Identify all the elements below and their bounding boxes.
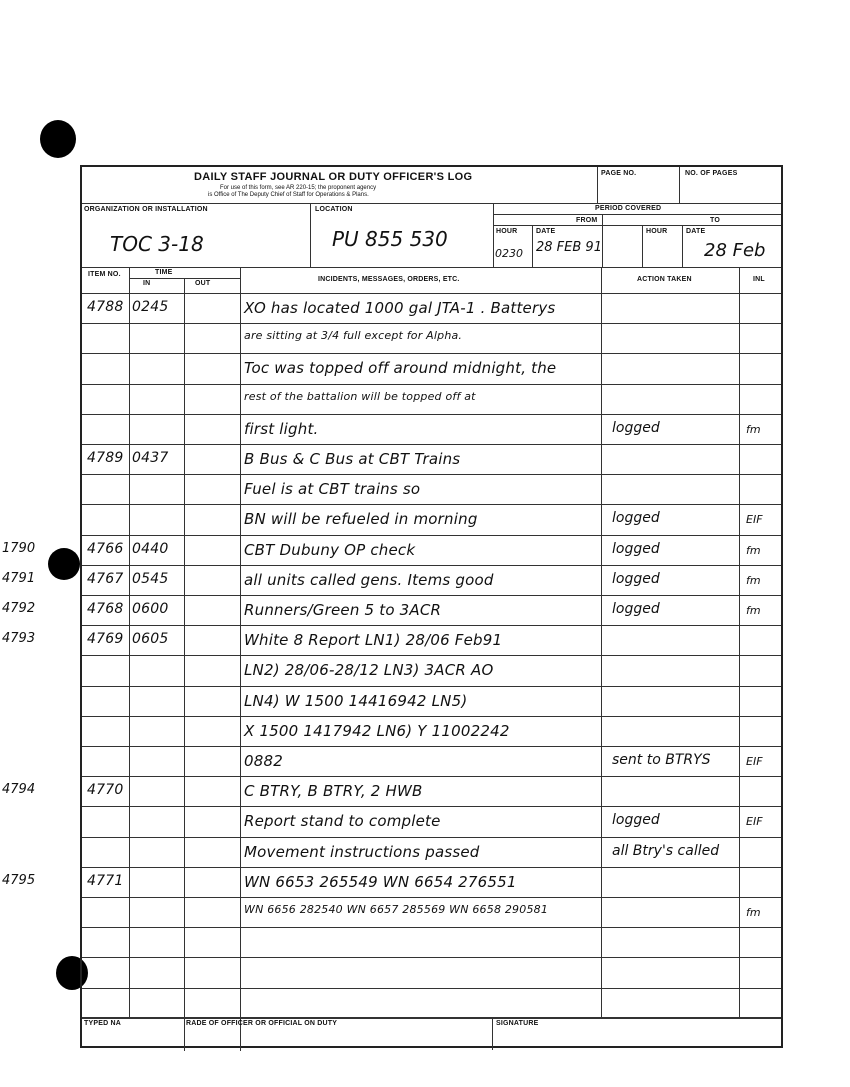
to-date-label: DATE: [686, 228, 706, 235]
row-rule: [82, 927, 781, 928]
punch-hole-middle: [48, 548, 80, 580]
grade-label: RADE OF OFFICER OR OFFICIAL ON DUTY: [186, 1020, 338, 1027]
item-number: 4789: [87, 450, 124, 466]
location-label: LOCATION: [315, 206, 353, 213]
page-no-label: PAGE NO.: [601, 170, 637, 177]
period-covered-label: PERIOD COVERED: [595, 205, 662, 212]
from-date-value: 28 FEB 91: [536, 240, 602, 255]
time-in: 0600: [132, 601, 169, 617]
row-rule: [82, 474, 781, 475]
initials: EIF: [746, 755, 763, 768]
row-rule: [82, 806, 781, 807]
incident-text: XO has located 1000 gal JTA-1 . Batterys: [244, 299, 556, 317]
row-rule: [82, 535, 781, 536]
row-rule: [82, 353, 781, 354]
to-hour-label: HOUR: [646, 228, 668, 235]
initials: EIF: [746, 815, 763, 829]
row-rule: [82, 957, 781, 958]
in-label: IN: [143, 280, 151, 287]
incident-text: Movement instructions passed: [244, 842, 480, 861]
time-in: 0437: [132, 450, 169, 466]
form-subtitle-2: is Office of The Deputy Chief of Staff for Operations & Plans.: [208, 192, 369, 198]
incidents-label: INCIDENTS, MESSAGES, ORDERS, ETC.: [318, 276, 460, 283]
incident-text: White 8 Report LN1) 28/06 Feb91: [244, 631, 503, 650]
row-rule: [82, 655, 781, 656]
initials: fm: [746, 422, 761, 436]
row-rule: [82, 716, 781, 717]
incident-text: LN4) W 1500 14416942 LN5): [244, 691, 468, 710]
margin-item-number: 4792: [2, 601, 36, 616]
incident-text: CBT Dubuny OP check: [244, 540, 416, 559]
initials: EIF: [746, 513, 763, 527]
item-number: 4767: [87, 570, 124, 587]
row-rule: [82, 837, 781, 838]
row-rule: [82, 323, 781, 324]
incident-text: WN 6653 265549 WN 6654 276551: [244, 872, 517, 891]
typed-name-label: TYPED NA: [84, 1020, 121, 1027]
margin-item-number: 4793: [2, 631, 36, 647]
row-rule: [82, 595, 781, 596]
action-taken: logged: [612, 812, 660, 829]
incident-text: Fuel is at CBT trains so: [244, 480, 421, 499]
incident-text: rest of the battalion will be topped off at: [244, 389, 476, 403]
row-rule: [82, 384, 781, 385]
item-number: 4769: [87, 631, 124, 648]
to-date-value: 28 Feb: [704, 240, 766, 261]
row-rule: [82, 444, 781, 445]
row-rule: [82, 686, 781, 687]
initials: fm: [746, 573, 761, 587]
inl-label: INL: [753, 276, 765, 283]
punch-hole-top: [40, 120, 76, 158]
action-taken: all Btry's called: [612, 842, 720, 859]
action-taken: logged: [612, 510, 660, 527]
signature-label: SIGNATURE: [496, 1020, 539, 1027]
organization-label: ORGANIZATION OR INSTALLATION: [84, 206, 208, 213]
to-label: TO: [710, 217, 720, 224]
incident-text: C BTRY, B BTRY, 2 HWB: [244, 782, 423, 801]
from-label: FROM: [576, 217, 598, 224]
action-taken: logged: [612, 540, 660, 557]
item-no-label: ITEM NO.: [88, 271, 121, 278]
time-in: 0440: [132, 540, 169, 557]
row-rule: [82, 988, 781, 989]
from-hour-label: HOUR: [496, 228, 518, 235]
item-number: 4788: [87, 299, 124, 315]
action-taken: logged: [612, 419, 660, 436]
row-rule: [82, 776, 781, 777]
time-label: TIME: [155, 269, 173, 276]
item-number: 4766: [87, 540, 124, 557]
item-number: 4771: [87, 872, 124, 889]
incident-text: LN2) 28/06-28/12 LN3) 3ACR AO: [244, 661, 494, 680]
incident-text: Runners/Green 5 to 3ACR: [244, 601, 442, 619]
incident-text: 0882: [244, 752, 283, 770]
margin-item-number: 1790: [2, 540, 36, 556]
time-in: 0545: [132, 570, 169, 587]
from-hour-value: 0230: [495, 247, 523, 260]
initials: fm: [746, 604, 761, 617]
incident-text: Toc was topped off around midnight, the: [244, 359, 557, 378]
row-rule: [82, 867, 781, 868]
margin-item-number: 4794: [2, 782, 36, 798]
incident-text: Report stand to complete: [244, 812, 441, 831]
action-taken-label: ACTION TAKEN: [637, 276, 692, 283]
row-rule: [82, 504, 781, 505]
row-rule: [82, 565, 781, 566]
location-value: PU 855 530: [332, 227, 448, 251]
item-number: 4768: [87, 601, 124, 617]
incident-text: X 1500 1417942 LN6) Y 11002242: [244, 721, 510, 740]
incident-text: are sitting at 3/4 full except for Alpha.: [244, 329, 463, 343]
journal-form: [80, 165, 783, 1048]
row-rule: [82, 897, 781, 898]
organization-value: TOC 3-18: [110, 232, 204, 256]
form-subtitle-1: For use of this form, see AR 220-15; the proponent agency: [220, 185, 377, 191]
action-taken: logged: [612, 601, 660, 617]
out-label: OUT: [195, 280, 211, 287]
row-rule: [82, 414, 781, 415]
incident-text: WN 6656 282540 WN 6657 285569 WN 6658 290581: [244, 903, 549, 916]
action-taken: logged: [612, 570, 660, 587]
time-in: 0245: [132, 299, 169, 315]
incident-text: BN will be refueled in morning: [244, 510, 478, 529]
margin-item-number: 4795: [2, 872, 36, 888]
time-in: 0605: [132, 631, 169, 648]
item-number: 4770: [87, 782, 124, 799]
row-rule: [82, 625, 781, 626]
no-of-pages-label: NO. OF PAGES: [685, 170, 738, 177]
initials: fm: [746, 906, 761, 919]
form-title: DAILY STAFF JOURNAL OR DUTY OFFICER'S LOG: [194, 171, 473, 183]
incident-text: all units called gens. Items good: [244, 570, 494, 589]
initials: fm: [746, 543, 761, 557]
row-rule: [82, 746, 781, 747]
from-date-label: DATE: [536, 228, 556, 235]
margin-item-number: 4791: [2, 570, 36, 586]
incident-text: first light.: [244, 419, 319, 438]
action-taken: sent to BTRYS: [612, 752, 711, 768]
incident-text: B Bus & C Bus at CBT Trains: [244, 450, 461, 468]
